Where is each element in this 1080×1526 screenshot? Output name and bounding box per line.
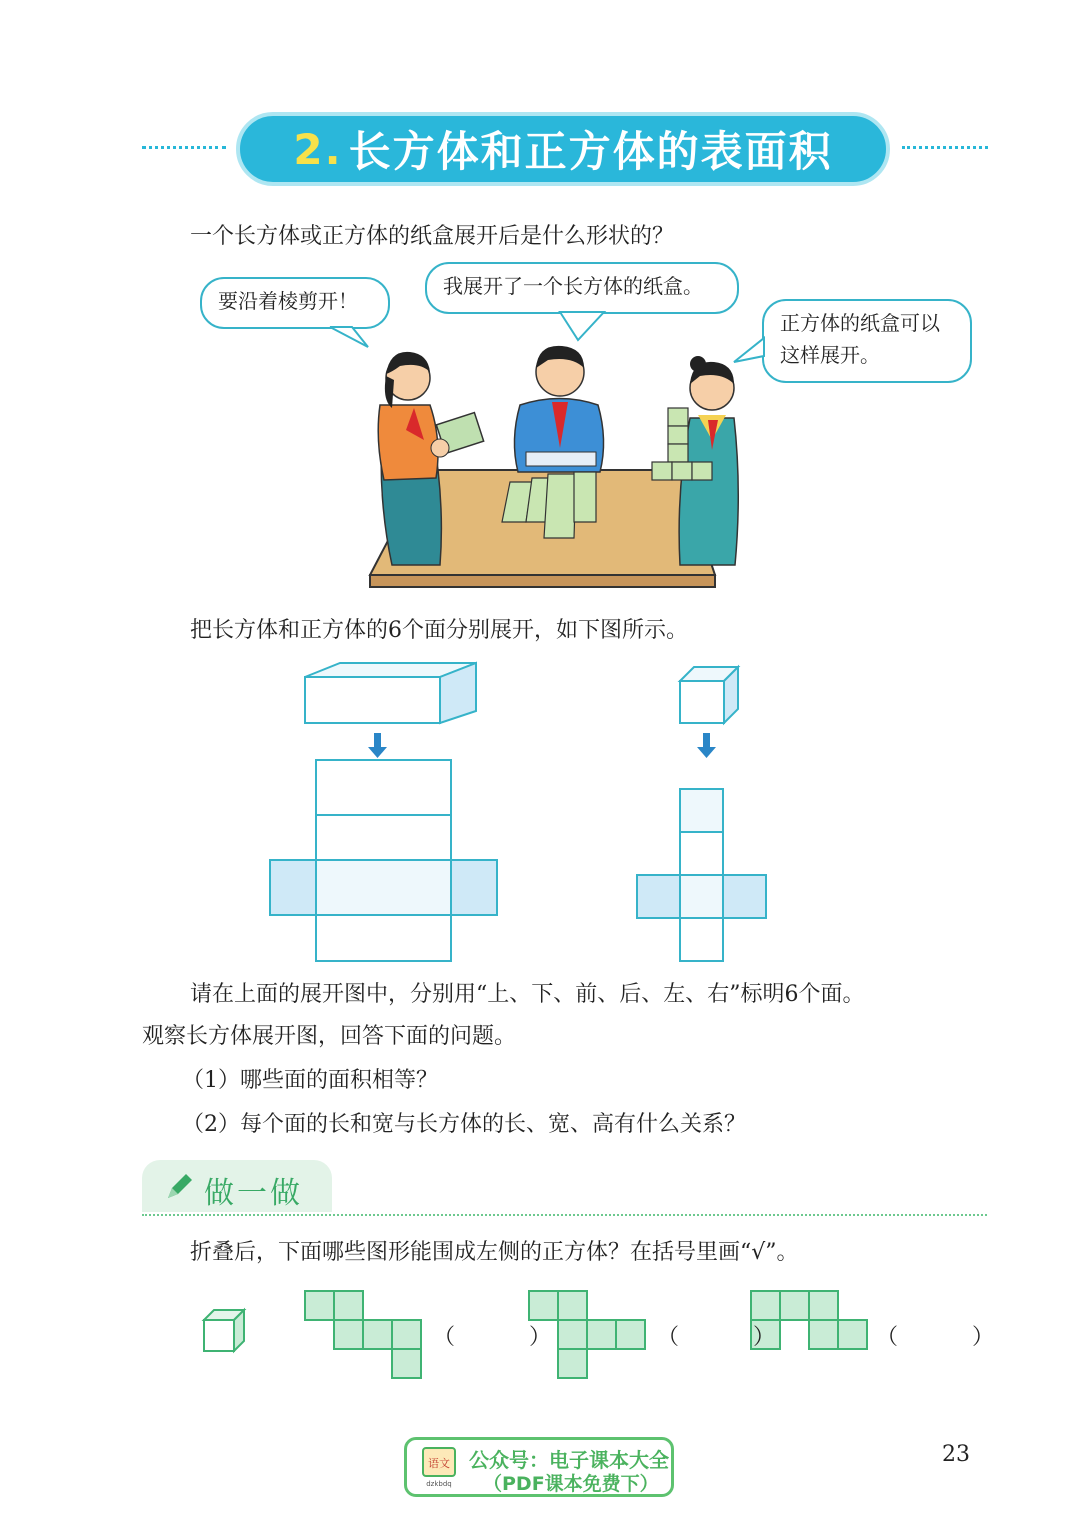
title-number: 2.: [293, 124, 343, 174]
cube-net-option-1: [305, 1291, 421, 1378]
classroom-illustration: [0, 0, 1080, 600]
page-number: 23: [942, 1442, 970, 1467]
watermark-badge: [404, 1437, 674, 1497]
section-tab: [142, 1160, 332, 1212]
cube-3d: [680, 667, 738, 723]
section-title: 做一做: [204, 1176, 303, 1211]
bubble-tail-left: [330, 327, 368, 347]
cuboid-3d: [305, 663, 476, 723]
pencil-icon: [162, 1172, 196, 1202]
section-divider: [142, 1214, 987, 1216]
answer-paren-2[interactable]: （ ）: [657, 1325, 802, 1350]
small-cube-3d: [204, 1310, 244, 1351]
exercise-question: 折叠后，下面哪些图形能围成左侧的正方体？在括号里画“√”。: [190, 1240, 799, 1265]
badge-line-1: 公众号：电子课本大全: [469, 1448, 669, 1472]
cube-net: [637, 789, 766, 961]
svg-text:语文: 语文: [428, 1457, 450, 1470]
bubble-tail-right: [734, 338, 764, 362]
book-icon: [421, 1446, 457, 1488]
badge-line-2: （PDF课本免费下）: [483, 1473, 659, 1495]
intro-question: 一个长方体或正方体的纸盒展开后是什么形状的？: [190, 224, 675, 249]
unfold-nets-diagram: [0, 655, 1080, 975]
question-1: （1）哪些面的面积相等？: [182, 1068, 438, 1093]
bubble-right-line2: 这样展开。: [780, 343, 880, 367]
unfold-description: 把长方体和正方体的6个面分别展开，如下图所示。: [190, 618, 688, 643]
bubble-middle-text: 我展开了一个长方体的纸盒。: [443, 274, 703, 298]
table-edge: [370, 575, 715, 587]
answer-paren-3[interactable]: （ ）: [876, 1325, 1021, 1350]
bubble-right-line1: 正方体的纸盒可以: [780, 311, 940, 335]
bubble-left-text: 要沿着棱剪开！: [218, 289, 358, 313]
title-text: 长方体和正方体的表面积: [348, 127, 833, 176]
instruction-line-1: 请在上面的展开图中，分别用“上、下、前、后、左、右”标明6个面。: [190, 982, 865, 1007]
boy-middle-figure: [514, 346, 603, 472]
bubble-tail-middle: [560, 312, 604, 340]
cuboid-net: [270, 760, 497, 961]
svg-text:dzkbdq: dzkbdq: [426, 1480, 452, 1488]
answer-paren-1[interactable]: （ ）: [433, 1325, 578, 1350]
arrow-down-icon-left: [368, 733, 387, 758]
instruction-line-2: 观察长方体展开图，回答下面的问题。: [142, 1024, 517, 1049]
question-2: （2）每个面的长和宽与长方体的长、宽、高有什么关系？: [182, 1112, 746, 1137]
arrow-down-icon-right: [697, 733, 716, 758]
